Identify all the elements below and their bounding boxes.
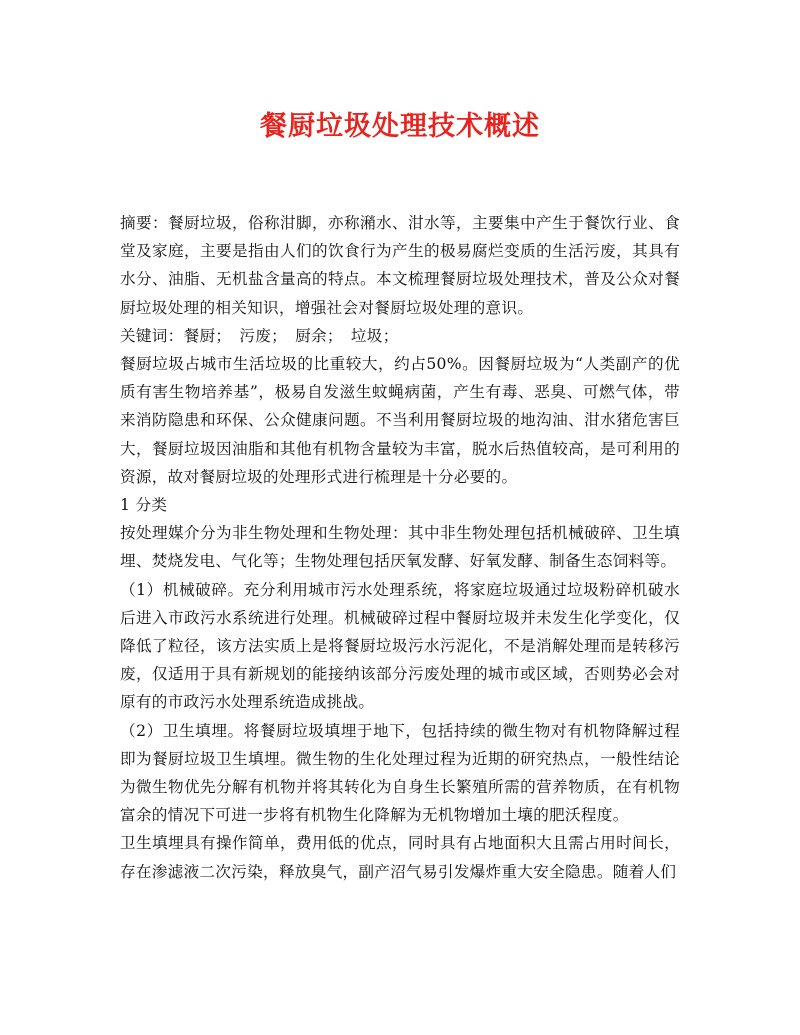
document-title: 餐厨垃圾处理技术概述 — [260, 111, 540, 142]
mechanical-crushing-paragraph: （1）机械破碎。充分利用城市污水处理系统，将家庭垃圾通过垃圾粉碎机破水后进入市政污水系统进行处理。机械破碎过程中餐厨垃圾并未发生化学变化，仅降低了粒径，该方法实质上是将餐厨垃圾污水污泥化，不是消解处理而是转移污废，仅适用于具有新规划的能接纳该部分污废处理的城市或区域，否则势必会对原有的市政污水处理系统造成挑战。 — [120, 580, 680, 712]
classification-paragraph: 按处理媒介分为非生物处理和生物处理：其中非生物处理包括机械破碎、卫生填埋、焚烧发电、气化等；生物处理包括厌氧发酵、好氧发酵、制备生态饲料等。 — [120, 524, 680, 571]
intro-paragraph: 餐厨垃圾占城市生活垃圾的比重较大，约占50%。因餐厨垃圾为“人类副产的优质有害生物培养基”，极易自发滋生蚊蝇病菌，产生有毒、恶臭、可燃气体，带来消防隐患和环保、公众健康问题。不当利用餐厨垃圾的地沟油、泔水猪危害巨大，餐厨垃圾因油脂和其他有机物含量较为丰富，脱水后热值较高，是可利用的资源，故对餐厨垃圾的处理形式进行梳理是十分必要的。 — [120, 355, 680, 486]
document-body — [120, 209, 680, 886]
section-heading-classification: 1 分类 — [120, 496, 168, 515]
landfill-pros-cons-paragraph: 卫生填埋具有操作简单，费用低的优点，同时具有占地面积大且需占用时间长，存在渗滤液二次污染，释放臭气，副产沼气易引发爆炸重大安全隐患。随着人们 — [120, 834, 680, 881]
sanitary-landfill-paragraph: （2）卫生填埋。将餐厨垃圾填埋于地下，包括持续的微生物对有机物降解过程即为餐厨垃圾卫生填埋。微生物的生化处理过程为近期的研究热点，一般性结论为微生物优先分解有机物并将其转化为自身生长繁殖所需的营养物质，在有机物富余的情况下可进一步将有机物生化降解为无机物增加土壤的肥沃程度。 — [120, 721, 680, 825]
keywords-line: 关键词：餐厨； 污废； 厨余； 垃圾； — [120, 326, 399, 345]
abstract-paragraph: 摘要：餐厨垃圾，俗称泔脚，亦称潲水、泔水等，主要集中产生于餐饮行业、食堂及家庭，主要是指由人们的饮食行为产生的极易腐烂变质的生活污废，其具有水分、油脂、无机盐含量高的特点。本文梳理餐厨垃圾处理技术，普及公众对餐厨垃圾处理的相关知识，增强社会对餐厨垃圾处理的意识。 — [120, 214, 680, 317]
